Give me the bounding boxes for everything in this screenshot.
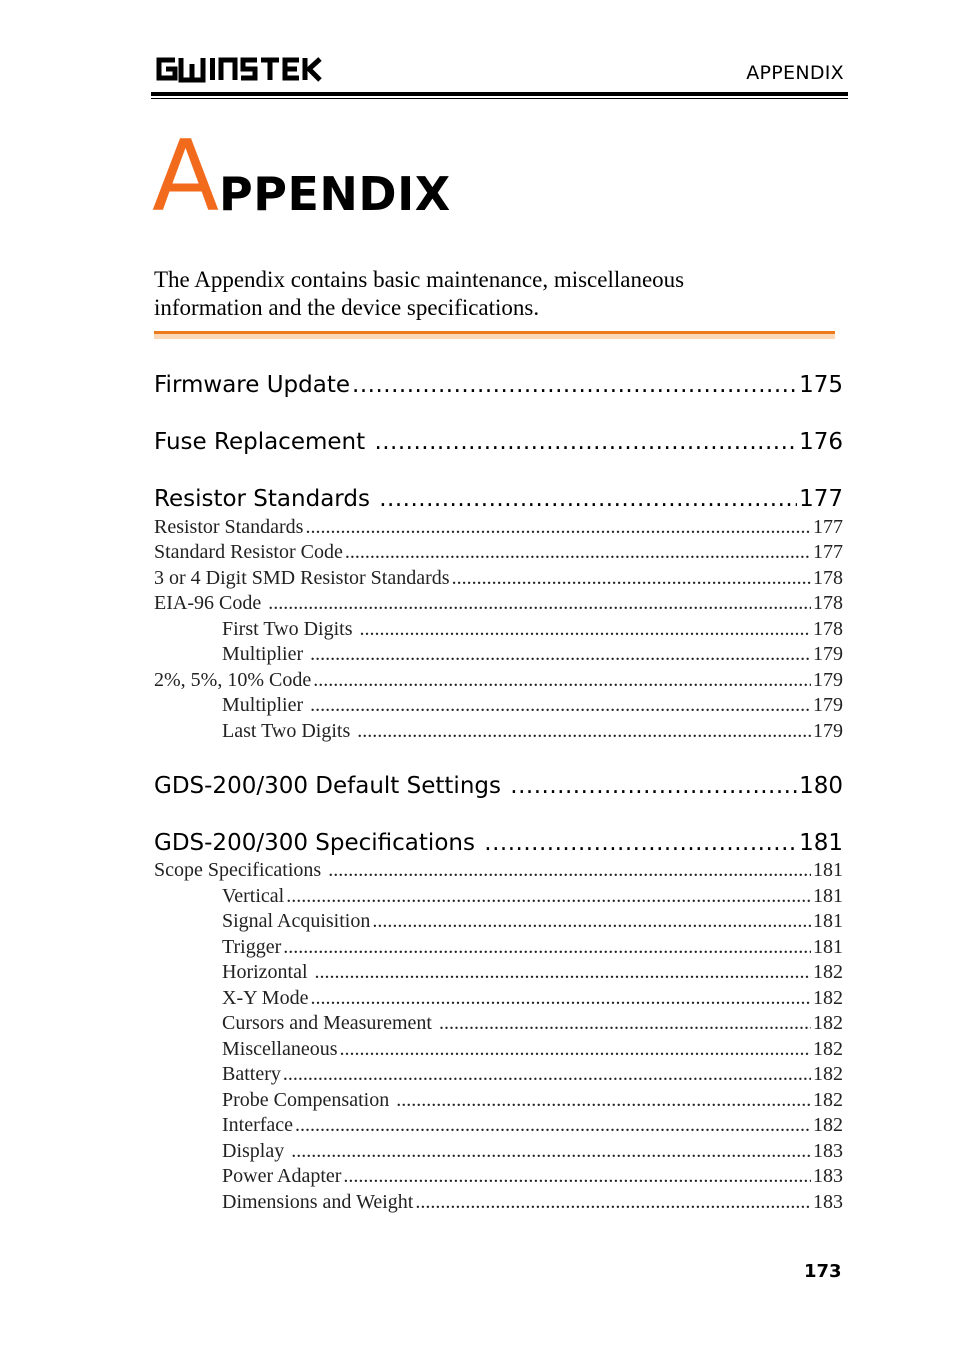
toc-entry[interactable] [154,643,843,668]
toc-entry-label: Vertical [222,885,285,907]
toc-entry-label: 3 or 4 Digit SMD Resistor Standards [154,567,450,589]
toc-leader-dots [310,643,811,666]
toc-entry[interactable] [154,961,843,986]
toc-leader-dots [510,773,797,799]
toc-entry-page: 176 [799,429,843,455]
toc-entry[interactable] [154,1114,843,1139]
toc-leader-dots [315,961,811,984]
toc-entry-label: Signal Acquisition [222,910,371,932]
toc-entry-page: 183 [813,1191,843,1213]
toc-leader-dots [374,429,797,455]
toc-leader-dots [484,830,797,856]
toc-entry-label: Multiplier [222,643,309,665]
toc-entry-page: 182 [813,961,843,983]
toc-entry-label: Firmware Update [154,372,351,398]
toc-entry-label: Cursors and Measurement [222,1012,437,1034]
toc-entry-page: 179 [813,694,843,716]
toc-entry-label: Trigger [222,936,282,958]
toc-leader-dots [439,1012,811,1035]
toc-entry-page: 183 [813,1165,843,1187]
title-rest: PPENDIX [219,167,451,221]
toc-entry-page: 181 [813,910,843,932]
toc-entry[interactable] [154,859,843,884]
toc-entry-page: 182 [813,1089,843,1111]
header-rule-thin [151,98,848,99]
toc-entry[interactable] [154,592,843,617]
toc-leader-dots [345,541,811,564]
toc-leader-dots [352,372,797,398]
toc-entry[interactable] [154,910,843,935]
toc-entry-page: 181 [813,885,843,907]
toc-leader-dots [340,1038,811,1061]
toc-entry-page: 175 [799,372,843,398]
toc-entry-page: 178 [813,618,843,640]
toc-leader-dots [415,1191,811,1214]
toc-leader-dots [268,592,811,615]
toc-entry-page: 181 [813,936,843,958]
toc-entry-label: Standard Resistor Code [154,541,343,563]
toc-entry-page: 177 [813,516,843,538]
gw-instek-logo [153,54,323,84]
toc-leader-dots [452,567,811,590]
toc-entry[interactable] [154,618,843,643]
toc-entry-page: 182 [813,1038,843,1060]
toc-entry[interactable] [154,1038,843,1063]
toc-leader-dots [313,669,811,692]
toc-entry[interactable] [154,694,843,719]
toc-entry-page: 177 [799,486,843,512]
toc-entry-page: 181 [799,830,843,856]
toc-leader-dots [359,618,811,641]
toc-entry-label: Horizontal [222,961,313,983]
toc-entry[interactable] [154,720,843,745]
toc-entry-label: Last Two Digits [222,720,356,742]
toc-entry[interactable] [154,987,843,1012]
toc-entry-label: Resistor Standards [154,486,378,512]
intro-paragraph: The Appendix contains basic maintenance, miscellaneous information and the device specifications. [154,267,685,320]
toc-leader-dots [291,1140,811,1163]
toc-entry[interactable] [154,1140,843,1165]
toc-entry-page: 182 [813,1012,843,1034]
toc-entry-page: 182 [813,1114,843,1136]
toc-entry-label: Interface [222,1114,294,1136]
toc-entry[interactable] [154,1089,843,1114]
toc-leader-dots [372,910,811,933]
toc-entry[interactable] [154,1063,843,1088]
toc-entry[interactable] [154,1012,843,1037]
toc-entry[interactable] [154,1191,843,1216]
toc-entry[interactable] [154,567,843,592]
toc-entry-label: Resistor Standards [154,516,304,538]
toc-leader-dots [357,720,811,743]
toc-entry[interactable] [154,885,843,910]
toc-entry-label: Dimensions and Weight [222,1191,414,1213]
toc-entry[interactable] [154,541,843,566]
toc-entry-label: Fuse Replacement [154,429,373,455]
toc-entry[interactable] [154,1165,843,1190]
toc-leader-dots [295,1114,811,1137]
toc-leader-dots [283,1063,811,1086]
toc-entry-label: Miscellaneous [222,1038,338,1060]
header-section-label: APPENDIX [746,62,844,84]
toc-entry-page: 180 [799,773,843,799]
toc-entry-label: GDS-200/300 Default Settings [154,773,509,799]
toc-entry-page: 178 [813,567,843,589]
toc-entry[interactable] [154,516,843,541]
toc-entry-label: X-Y Mode [222,987,309,1009]
toc-leader-dots [343,1165,811,1188]
chapter-title [152,120,451,234]
toc-entry[interactable] [154,429,843,459]
toc-leader-dots [328,859,811,882]
toc-entry-page: 181 [813,859,843,881]
toc-entry-page: 183 [813,1140,843,1162]
toc-entry-label: Power Adapter [222,1165,342,1187]
toc-entry[interactable] [154,936,843,961]
toc-leader-dots [379,486,797,512]
toc-entry-label: Scope Specifications [154,859,327,881]
toc-entry[interactable] [154,372,843,402]
toc-entry-page: 179 [813,643,843,665]
toc-entry-label: Probe Compensation [222,1089,395,1111]
toc-entry-label: Multiplier [222,694,309,716]
toc-leader-dots [283,936,811,959]
toc-entry-label: Battery [222,1063,281,1085]
toc-entry[interactable] [154,669,843,694]
toc-entry-page: 178 [813,592,843,614]
toc-leader-dots [286,885,811,908]
toc-entry[interactable] [154,830,843,860]
toc-leader-dots [310,987,811,1010]
toc-leader-dots [396,1089,811,1112]
page-number: 173 [804,1261,842,1282]
divider-bar [154,331,835,339]
toc-entry-label: EIA-96 Code [154,592,267,614]
toc-entry-page: 179 [813,669,843,691]
toc-entry-label: 2%, 5%, 10% Code [154,669,312,691]
title-initial: A [152,120,220,234]
toc-entry-page: 179 [813,720,843,742]
toc-leader-dots [310,694,811,717]
toc-leader-dots [305,516,811,539]
toc-entry-page: 182 [813,1063,843,1085]
toc-entry[interactable] [154,486,843,516]
toc-entry-label: GDS-200/300 Specifications [154,830,483,856]
toc-entry-label: Display [222,1140,290,1162]
toc-entry-page: 177 [813,541,843,563]
toc-entry-page: 182 [813,987,843,1009]
toc-entry-label: First Two Digits [222,618,358,640]
header-rule [151,92,848,96]
toc-entry[interactable] [154,773,843,803]
